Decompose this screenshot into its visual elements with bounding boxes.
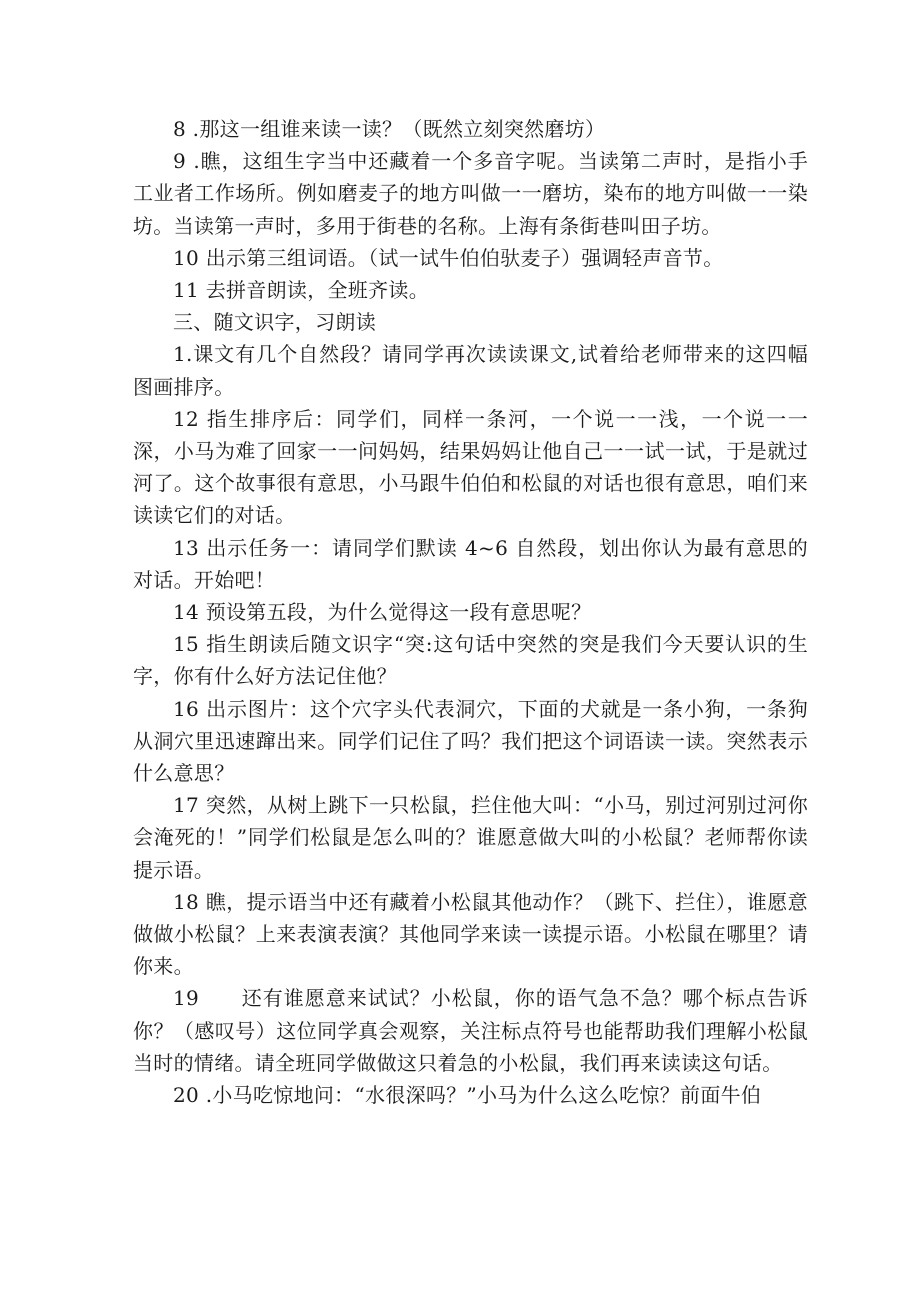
paragraph-13: 13 出示任务一：请同学们默读 4~6 自然段，划出你认为最有意思的对话。开始吧！ [133, 535, 808, 592]
paragraph-12: 12 指生排序后：同学们，同样一条河，一个说一一浅，一个说一一深，小马为难了回家一一问妈妈，结果妈妈让他自己一一试一试，于是就过河了。这个故事很有意思，小马跟牛伯伯和松鼠的对话也很有意思，咱们来读读它们的对话。 [133, 406, 808, 528]
paragraph-15: 15 指生朗读后随文识字“突:这句话中突然的突是我们今天要认识的生字，你有什么好方法记住他？ [133, 632, 808, 689]
paragraph-11: 11 去拼音朗读，全班齐读。 [173, 278, 430, 303]
paragraph-9: 9 .瞧，这组生字当中还藏着一个多音字呢。当读第二声时，是指小手工业者工作场所。例如磨麦子的地方叫做一一磨坊，染布的地方叫做一一染坊。当读第一声时，多用于街巷的名称。上海有条街巷叫田子坊。 [133, 149, 808, 238]
paragraph-8: 8 .那这一组谁来读一读？（既然立刻突然磨坊） [173, 117, 606, 141]
paragraph-19: 19 还有谁愿意来试试？小松鼠，你的语气急不急？哪个标点告诉你？（感叹号）这位同学真会观察，关注标点符号也能帮助我们理解小松鼠当时的情绪。请全班同学做做这只着急的小松鼠，我们再来读读这句话。 [133, 986, 808, 1075]
paragraph-17: 17 突然，从树上跳下一只松鼠，拦住他大叫：“小马，别过河别过河你会淹死的！”同学们松鼠是怎么叫的？谁愿意做大叫的小松鼠？老师帮你读提示语。 [133, 793, 808, 882]
paragraph-16: 16 出示图片：这个穴字头代表洞穴，下面的犬就是一条小狗，一条狗从洞穴里迅速蹿出来。同学们记住了吗？我们把这个词语读一读。突然表示什么意思？ [133, 696, 808, 786]
paragraph-20: 20 .小马吃惊地问：“水很深吗？”小马为什么这么吃惊？前面牛伯 [173, 1083, 762, 1108]
document-body [133, 113, 808, 1111]
section-heading: 三、随文识字，习朗读 [173, 310, 376, 335]
paragraph-10: 10 出示第三组词语。（试一试牛伯伯驮麦子）强调轻声音节。 [173, 245, 724, 270]
paragraph-14: 14 预设第五段，为什么觉得这一段有意思呢？ [173, 600, 592, 625]
paragraph-18: 18 瞧，提示语当中还有藏着小松鼠其他动作？（跳下、拦住），谁愿意做做小松鼠？上来表演表演？其他同学来读一读提示语。小松鼠在哪里？请你来。 [133, 889, 808, 979]
paragraph-question-1: 1.课文有几个自然段？请同学再次读读课文,试着给老师带来的这四幅图画排序。 [133, 342, 808, 399]
